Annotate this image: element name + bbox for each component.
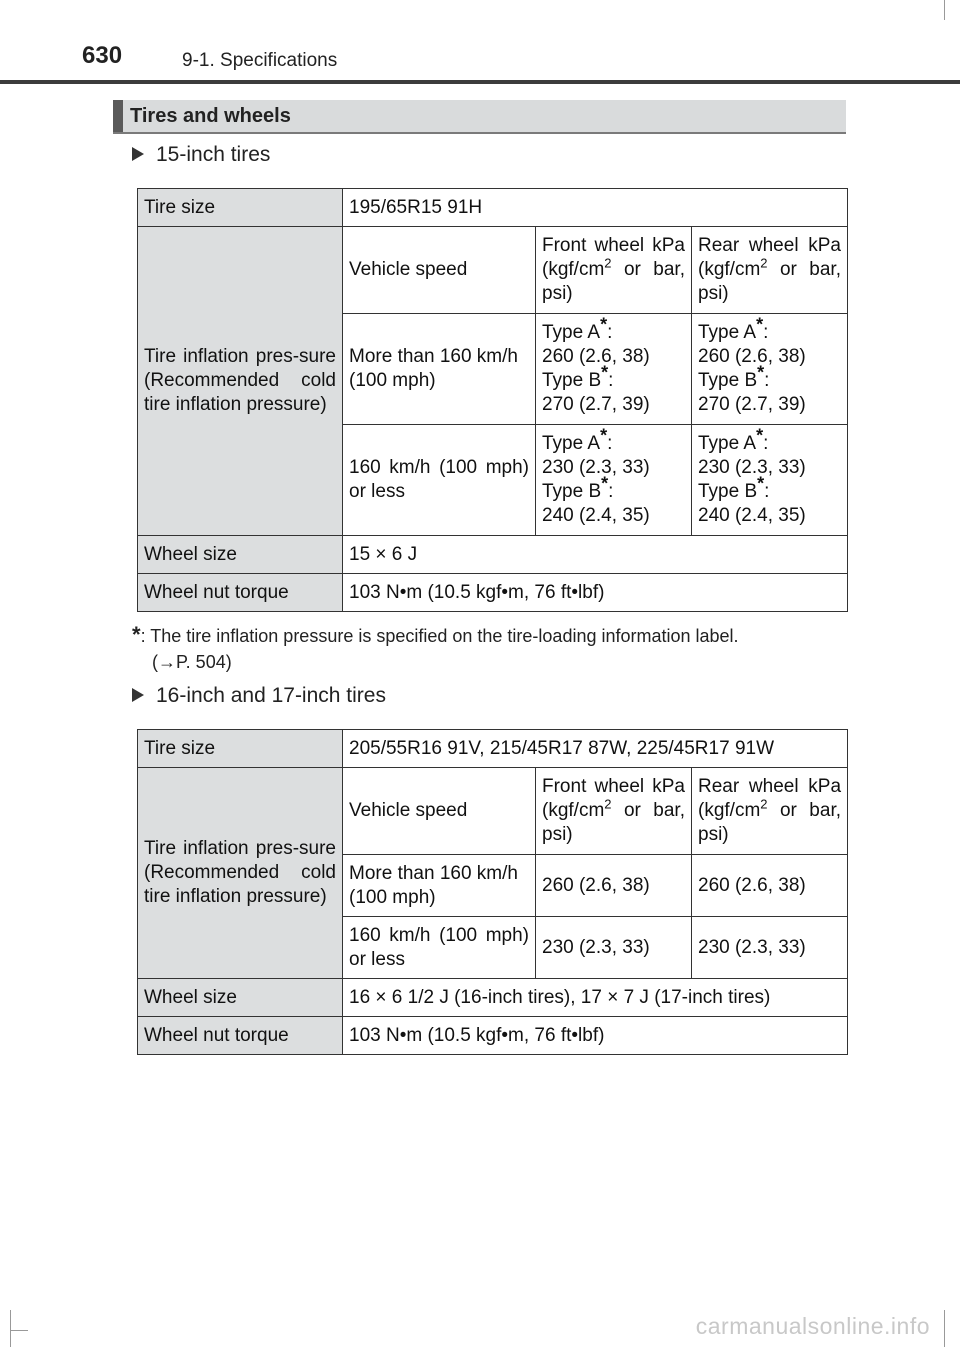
front-wheel-header — [536, 768, 692, 855]
footnote-marker: * — [600, 314, 608, 335]
subheading-15-inch-text: 15-inch tires — [156, 143, 271, 166]
front-wheel-header-tail: or bar, psi) — [542, 259, 685, 304]
wheel-nut-torque-label: Wheel nut torque — [138, 574, 343, 612]
type-a-label: Type A — [542, 433, 601, 454]
triangle-bullet-icon — [132, 688, 144, 702]
table-row — [138, 1017, 848, 1055]
tire-size-value: 195/65R15 91H — [343, 189, 848, 227]
front-wheel-header — [536, 227, 692, 314]
front-wheel-header-text: Front wheel kPa (kgf/cm — [542, 776, 685, 821]
table-row — [138, 768, 848, 855]
type-b-value: 270 (2.7, 39) — [698, 394, 806, 415]
rear-over-160: 260 (2.6, 38) — [692, 855, 848, 917]
triangle-bullet-icon — [132, 147, 144, 161]
type-a-label: Type A — [698, 433, 757, 454]
table-row — [138, 574, 848, 612]
tire-size-label: Tire size — [138, 730, 343, 768]
tire-size-label: Tire size — [138, 189, 343, 227]
chapter-title: 9-1. Specifications — [182, 50, 338, 71]
rear-wheel-header-text: Rear wheel kPa (kgf/cm — [698, 235, 841, 280]
rear-160-or-less: 230 (2.3, 33) — [692, 917, 848, 979]
section-accent — [113, 100, 123, 132]
footnote-marker: * — [757, 362, 765, 383]
type-a-label: Type A — [542, 322, 601, 343]
footnote — [132, 622, 844, 675]
pressure-label: Tire inflation pres-sure (Recommended cold tire inflation pressure) — [138, 227, 343, 536]
rear-wheel-header — [692, 227, 848, 314]
footnote-marker: * — [757, 473, 765, 494]
table-row — [138, 227, 848, 314]
front-wheel-header-tail: or bar, psi) — [542, 800, 685, 845]
section-title: Tires and wheels — [130, 105, 291, 127]
rear-wheel-header — [692, 768, 848, 855]
type-b-value: 240 (2.4, 35) — [542, 505, 650, 526]
tire-table-16-17-inch — [137, 729, 848, 1055]
type-a-value: 230 (2.3, 33) — [542, 457, 650, 478]
superscript: 2 — [760, 796, 768, 812]
front-wheel-header-text: Front wheel kPa (kgf/cm — [542, 235, 685, 280]
crop-mark — [944, 1310, 945, 1347]
front-over-160: 260 (2.6, 38) — [536, 855, 692, 917]
table-row — [138, 730, 848, 768]
superscript: 2 — [760, 255, 768, 271]
type-b-value: 240 (2.4, 35) — [698, 505, 806, 526]
footnote-marker: * — [756, 314, 764, 335]
wheel-size-label: Wheel size — [138, 979, 343, 1017]
table-row — [138, 536, 848, 574]
front-over-160: Type A*: 260 (2.6, 38) Type B*: 270 (2.7, 39) — [536, 314, 692, 425]
watermark: carmanualsonline.info — [695, 1313, 930, 1339]
section-title-bar — [113, 100, 846, 134]
pressure-label: Tire inflation pres-sure (Recommended cold tire inflation pressure) — [138, 768, 343, 979]
rear-over-160: Type A*: 260 (2.6, 38) Type B*: 270 (2.7, 39) — [692, 314, 848, 425]
wheel-size-value: 15 × 6 J — [343, 536, 848, 574]
type-b-label: Type B — [542, 481, 602, 502]
header-rule — [0, 80, 960, 84]
rear-wheel-header-tail: or bar, psi) — [698, 259, 841, 304]
tire-size-value: 205/55R16 91V, 215/45R17 87W, 225/45R17 91W — [343, 730, 848, 768]
wheel-size-label: Wheel size — [138, 536, 343, 574]
type-b-value: 270 (2.7, 39) — [542, 394, 650, 415]
footnote-marker: * — [756, 425, 764, 446]
footnote-marker: * — [601, 362, 609, 383]
subheading-16-17-inch — [132, 684, 386, 708]
type-a-label: Type A — [698, 322, 757, 343]
table-row — [138, 979, 848, 1017]
page-header — [0, 0, 960, 84]
table-row — [138, 189, 848, 227]
crop-mark — [944, 0, 945, 20]
speed-160-or-less: 160 km/h (100 mph) or less — [343, 425, 536, 536]
speed-over-160: More than 160 km/h (100 mph) — [343, 314, 536, 425]
subheading-15-inch — [132, 143, 270, 167]
speed-160-or-less: 160 km/h (100 mph) or less — [343, 917, 536, 979]
tire-table-15-inch — [137, 188, 848, 612]
vehicle-speed-header: Vehicle speed — [343, 227, 536, 314]
wheel-nut-torque-value: 103 N•m (10.5 kgf•m, 76 ft•lbf) — [343, 574, 848, 612]
front-160-or-less: Type A*: 230 (2.3, 33) Type B*: 240 (2.4, 35) — [536, 425, 692, 536]
type-b-label: Type B — [542, 370, 602, 391]
crop-mark — [10, 1330, 28, 1331]
footnote-marker: * — [132, 622, 141, 647]
type-b-label: Type B — [698, 370, 758, 391]
rear-160-or-less: Type A*: 230 (2.3, 33) Type B*: 240 (2.4, 35) — [692, 425, 848, 536]
speed-over-160: More than 160 km/h (100 mph) — [343, 855, 536, 917]
wheel-nut-torque-label: Wheel nut torque — [138, 1017, 343, 1055]
page-number: 630 — [82, 42, 123, 69]
footnote-text: : The tire inflation pressure is specified on the tire-loading information label. — [140, 626, 739, 646]
rear-wheel-header-text: Rear wheel kPa (kgf/cm — [698, 776, 842, 821]
type-a-value: 230 (2.3, 33) — [698, 457, 806, 478]
type-a-value: 260 (2.6, 38) — [698, 346, 806, 367]
subheading-16-17-inch-text: 16-inch and 17-inch tires — [156, 684, 386, 707]
footnote-marker: * — [600, 425, 608, 446]
footnote-marker: * — [601, 473, 609, 494]
footnote-page-ref[interactable]: (→P. 504) — [152, 652, 232, 672]
type-a-value: 260 (2.6, 38) — [542, 346, 650, 367]
superscript: 2 — [604, 255, 612, 271]
superscript: 2 — [604, 796, 612, 812]
type-b-label: Type B — [698, 481, 758, 502]
vehicle-speed-header: Vehicle speed — [343, 768, 536, 855]
wheel-nut-torque-value: 103 N•m (10.5 kgf•m, 76 ft•lbf) — [343, 1017, 848, 1055]
front-160-or-less: 230 (2.3, 33) — [536, 917, 692, 979]
rear-wheel-header-tail: or bar, psi) — [698, 800, 842, 845]
crop-mark — [10, 1310, 11, 1347]
wheel-size-value: 16 × 6 1/2 J (16-inch tires), 17 × 7 J (17-inch tires) — [343, 979, 848, 1017]
